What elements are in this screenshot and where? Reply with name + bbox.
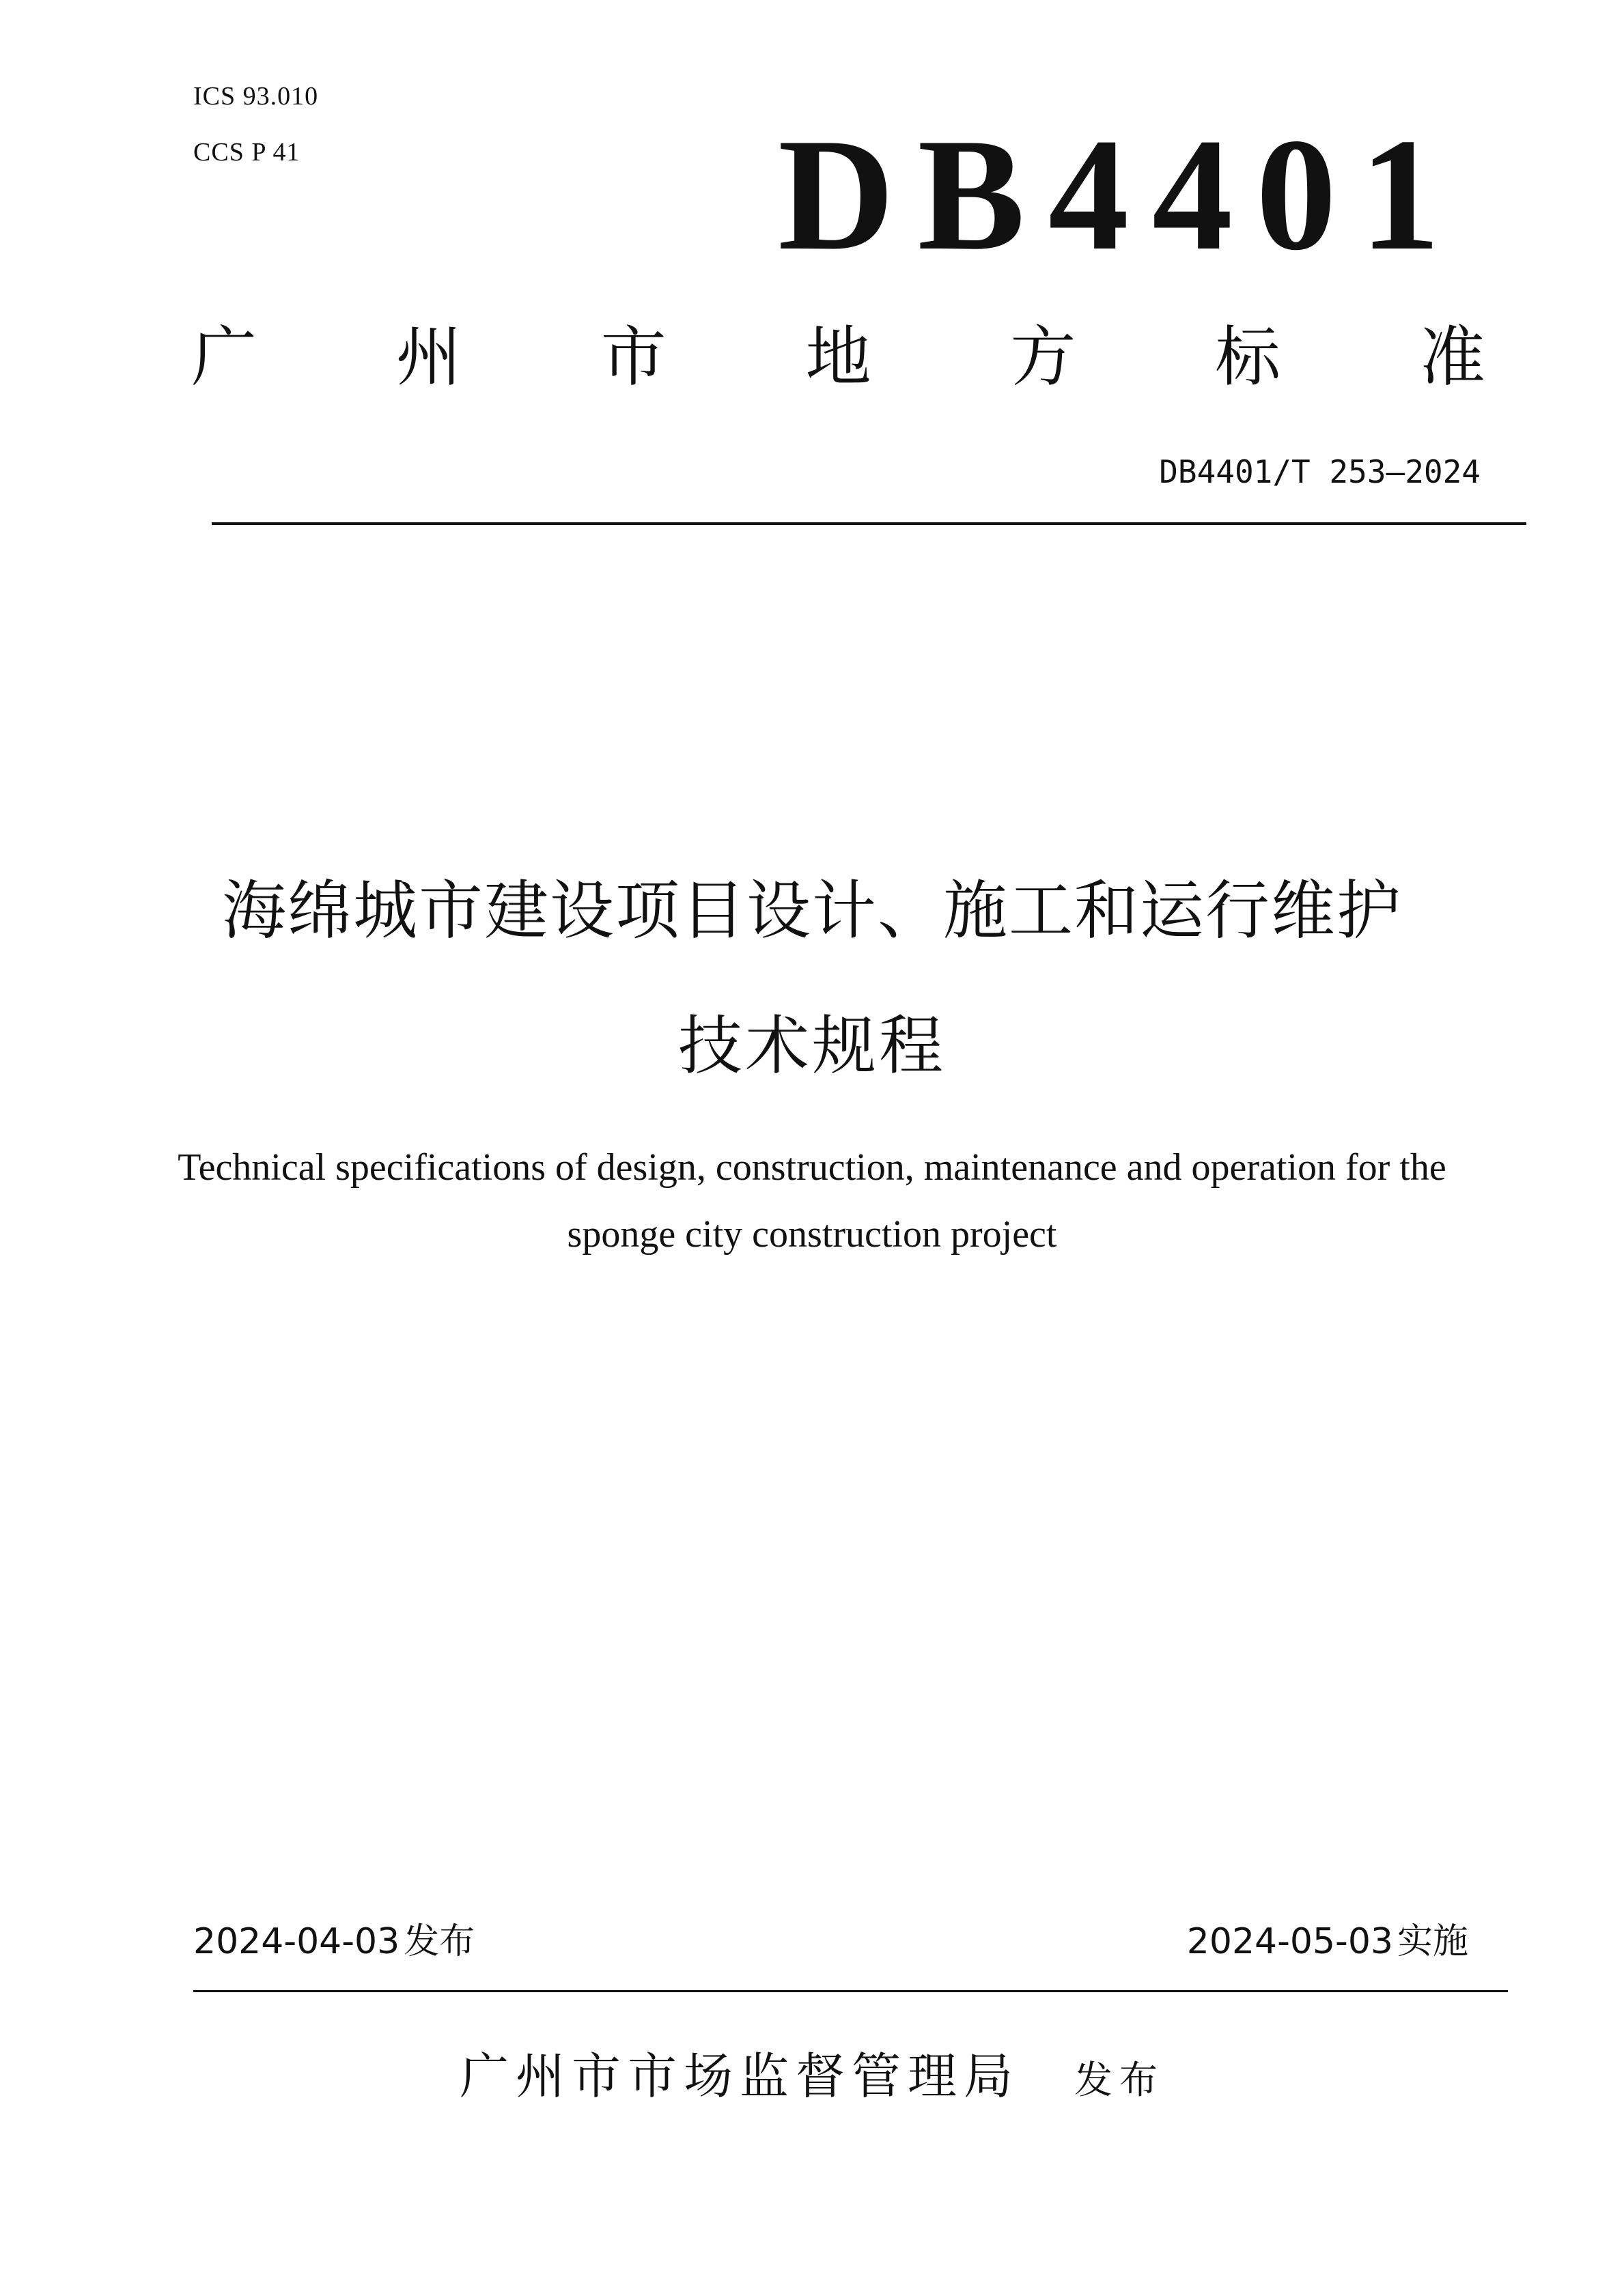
implement-date-line [1186, 1921, 1468, 1962]
standard-type-char: 准 [1419, 319, 1485, 395]
publish-date-line [193, 1921, 475, 1962]
standard-type-char: 州 [395, 319, 462, 395]
standard-type-char: 市 [600, 319, 667, 395]
ics-code: ICS 93.010 [193, 82, 319, 111]
standard-number: DB4401/T 253—2024 [1159, 453, 1481, 490]
standard-type-char: 广 [191, 319, 257, 395]
issuer-line [0, 2047, 1624, 2105]
ccs-code: CCS P 41 [193, 138, 300, 167]
publish-label: 发布 [404, 1921, 475, 1962]
issuer-action: 发布 [1074, 2058, 1164, 2103]
standard-type-char: 方 [1010, 319, 1076, 395]
standard-type [191, 320, 1485, 395]
publish-date: 2024-04-03 [193, 1921, 400, 1962]
top-divider [212, 522, 1526, 525]
implement-date: 2024-05-03 [1186, 1921, 1393, 1962]
db-code-heading: DB4401 [778, 106, 1464, 284]
title-cn-line2: 技术规程 [677, 1009, 946, 1083]
title-en-line2: sponge city construction project [567, 1213, 1057, 1256]
standard-type-char: 标 [1215, 319, 1281, 395]
implement-label: 实施 [1397, 1921, 1468, 1962]
standard-type-char: 地 [805, 319, 871, 395]
issuer-name: 广州市市场监督管理局 [459, 2047, 1020, 2105]
title-cn-line1: 海绵城市建设项目设计、施工和运行维护 [221, 874, 1402, 948]
title-en-line1: Technical specifications of design, construction, maintenance and operation for the [178, 1146, 1446, 1189]
bottom-divider [193, 1990, 1508, 1992]
